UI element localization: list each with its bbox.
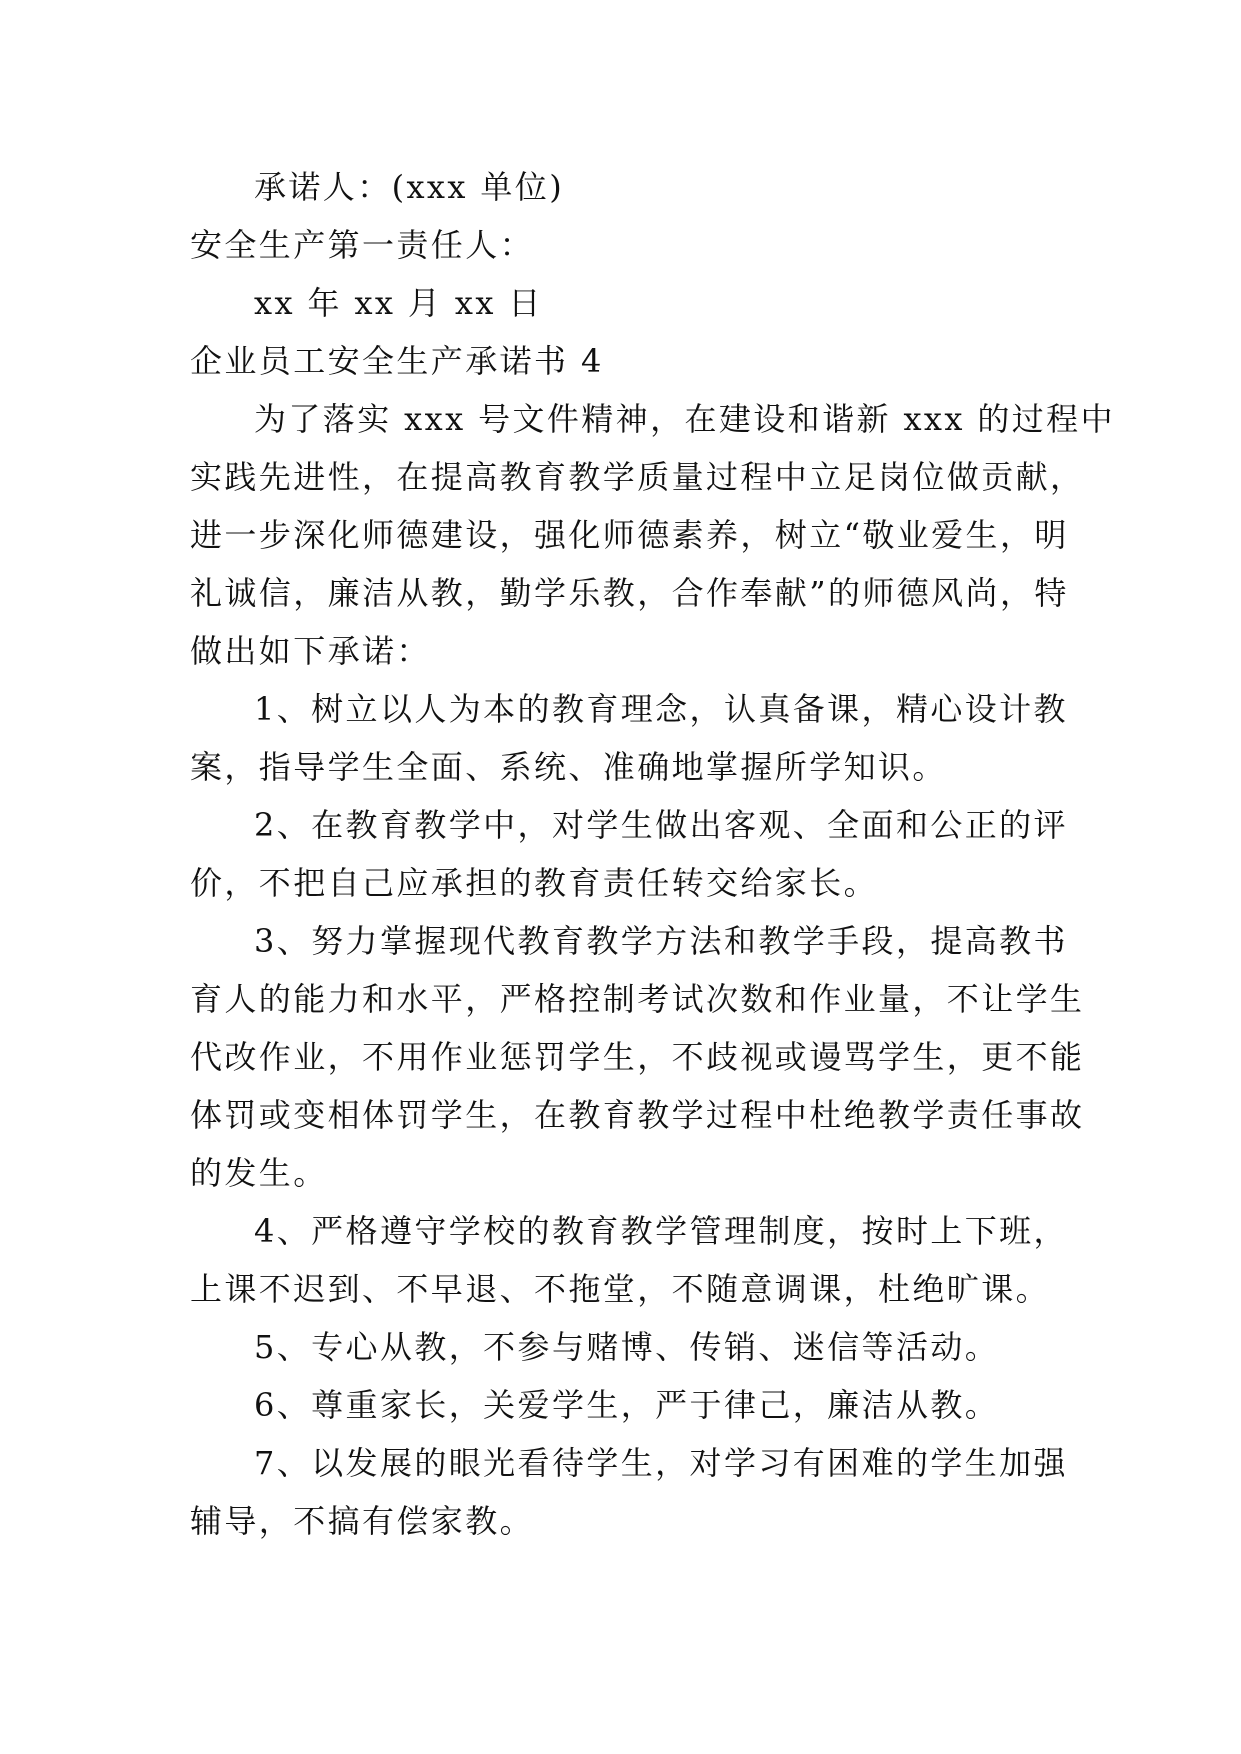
- paragraph-line: 1、树立以人为本的教育理念，认真备课，精心设计教: [254, 690, 1068, 728]
- paragraph-line: 为了落实 xxx 号文件精神，在建设和谐新 xxx 的过程中: [254, 400, 1115, 438]
- paragraph-line: 体罚或变相体罚学生，在教育教学过程中杜绝教学责任事故: [190, 1096, 1085, 1134]
- paragraph-line: 5、专心从教，不参与赌博、传销、迷信等活动。: [254, 1328, 1000, 1366]
- paragraph-line: 案，指导学生全面、系统、准确地掌握所学知识。: [190, 748, 947, 786]
- promise-item-7: [190, 1434, 1068, 1550]
- promise-item-1: [190, 680, 1068, 796]
- paragraph-line: 2、在教育教学中，对学生做出客观、全面和公正的评: [254, 806, 1068, 844]
- promise-item-6: [190, 1376, 1060, 1434]
- promise-item-4: [190, 1202, 1068, 1318]
- paragraph-line: 进一步深化师德建设，强化师德素养，树立“敬业爱生，明: [190, 516, 1069, 554]
- paragraph-line: 价，不把自己应承担的教育责任转交给家长。: [190, 864, 879, 902]
- paragraph-line: 4、严格遵守学校的教育教学管理制度，按时上下班，: [254, 1212, 1068, 1250]
- promise-item-2: [190, 796, 1068, 912]
- section-title: 企业员工安全生产承诺书 4: [190, 342, 604, 380]
- promisor-line: 承诺人：(xxx 单位): [254, 168, 565, 206]
- document-body: [190, 158, 1115, 1550]
- paragraph-line: 3、努力掌握现代教育教学方法和教学手段，提高教书: [254, 922, 1068, 960]
- paragraph-line: 做出如下承诺：: [190, 632, 431, 670]
- safety-responsible-line: 安全生产第一责任人：: [190, 226, 535, 264]
- paragraph-line: 的发生。: [190, 1154, 328, 1192]
- paragraph-line: 辅导，不搞有偿家教。: [190, 1502, 535, 1540]
- paragraph-line: 上课不迟到、不早退、不拖堂，不随意调课，杜绝旷课。: [190, 1270, 1051, 1308]
- date-line: xx 年 xx 月 xx 日: [254, 284, 543, 322]
- paragraph-line: 6、尊重家长，关爱学生，严于律己，廉洁从教。: [254, 1386, 1000, 1424]
- paragraph-line: 7、以发展的眼光看待学生，对学习有困难的学生加强: [254, 1444, 1068, 1482]
- paragraph-line: 代改作业，不用作业惩罚学生，不歧视或谩骂学生，更不能: [190, 1038, 1085, 1076]
- paragraph-line: 实践先进性，在提高教育教学质量过程中立足岗位做贡献，: [190, 458, 1085, 496]
- intro-paragraph: [190, 390, 1115, 680]
- promise-item-3: [190, 912, 1085, 1202]
- paragraph-line: 礼诚信，廉洁从教，勤学乐教，合作奉献”的师德风尚，特: [190, 574, 1069, 612]
- promise-item-5: [190, 1318, 1060, 1376]
- paragraph-line: 育人的能力和水平，严格控制考试次数和作业量，不让学生: [190, 980, 1085, 1018]
